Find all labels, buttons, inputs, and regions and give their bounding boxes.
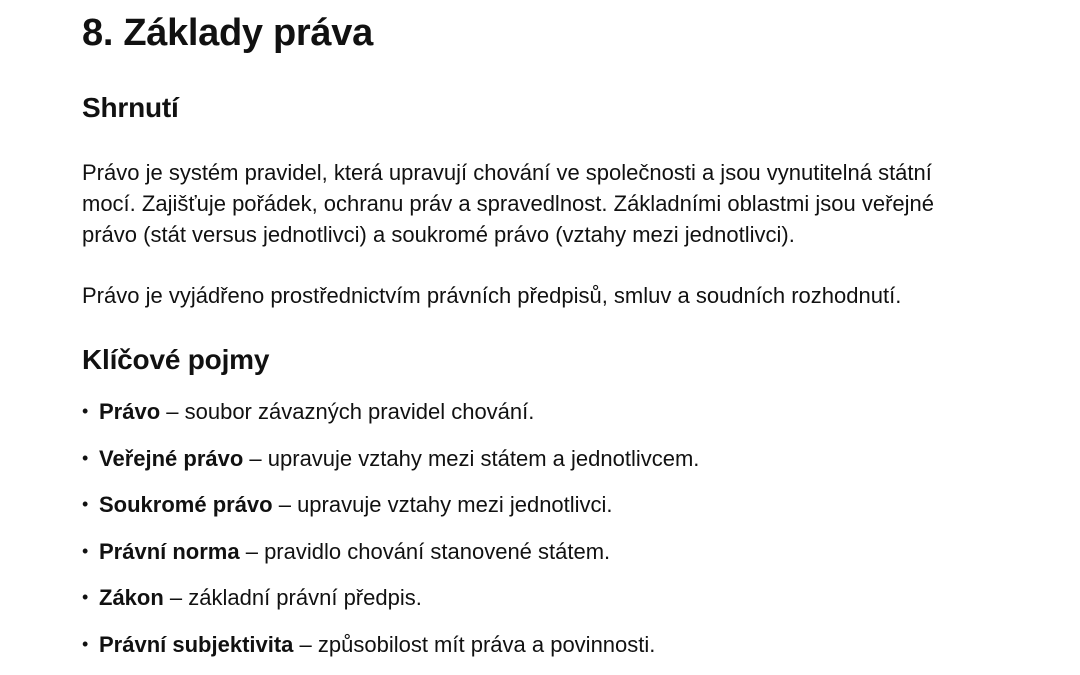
key-terms-list: [82, 396, 699, 675]
list-item: [82, 489, 699, 536]
list-item: [82, 443, 699, 490]
bullet-icon: •: [82, 582, 99, 613]
list-item: [82, 582, 699, 629]
term-label: Právní norma: [99, 539, 240, 564]
term-definition: – základní právní předpis.: [164, 585, 422, 610]
bullet-icon: •: [82, 489, 99, 520]
term-label: Soukromé právo: [99, 492, 273, 517]
summary-heading: Shrnutí: [82, 92, 179, 124]
bullet-icon: •: [82, 536, 99, 567]
term-definition: – soubor závazných pravidel chování.: [160, 399, 534, 424]
bullet-icon: •: [82, 629, 99, 660]
list-item: [82, 396, 699, 443]
summary-paragraph-2: Právo je vyjádřeno prostřednictvím právních předpisů, smluv a soudních rozhodnutí.: [82, 280, 982, 311]
bullet-icon: •: [82, 396, 99, 427]
term-definition: – upravuje vztahy mezi jednotlivci.: [273, 492, 613, 517]
term-label: Veřejné právo: [99, 446, 243, 471]
term-label: Právní subjektivita: [99, 632, 293, 657]
term-label: Právo: [99, 399, 160, 424]
key-terms-heading: Klíčové pojmy: [82, 344, 269, 376]
term-definition: – pravidlo chování stanovené státem.: [240, 539, 611, 564]
list-item: [82, 536, 699, 583]
summary-paragraph-1: Právo je systém pravidel, která upravují chování ve společnosti a jsou vynutitelná státní mocí. Zajišťuje pořádek, ochranu práv a spravedlnost. Základními oblastmi jsou veřejné právo (stát versus jednotlivci) a soukromé právo (vztahy mezi jednotlivci).: [82, 157, 982, 250]
list-item: [82, 629, 699, 675]
term-label: Zákon: [99, 585, 164, 610]
term-definition: – upravuje vztahy mezi státem a jednotlivcem.: [243, 446, 699, 471]
term-definition: – způsobilost mít práva a povinnosti.: [293, 632, 655, 657]
bullet-icon: •: [82, 443, 99, 474]
page-title: 8. Základy práva: [82, 12, 373, 55]
